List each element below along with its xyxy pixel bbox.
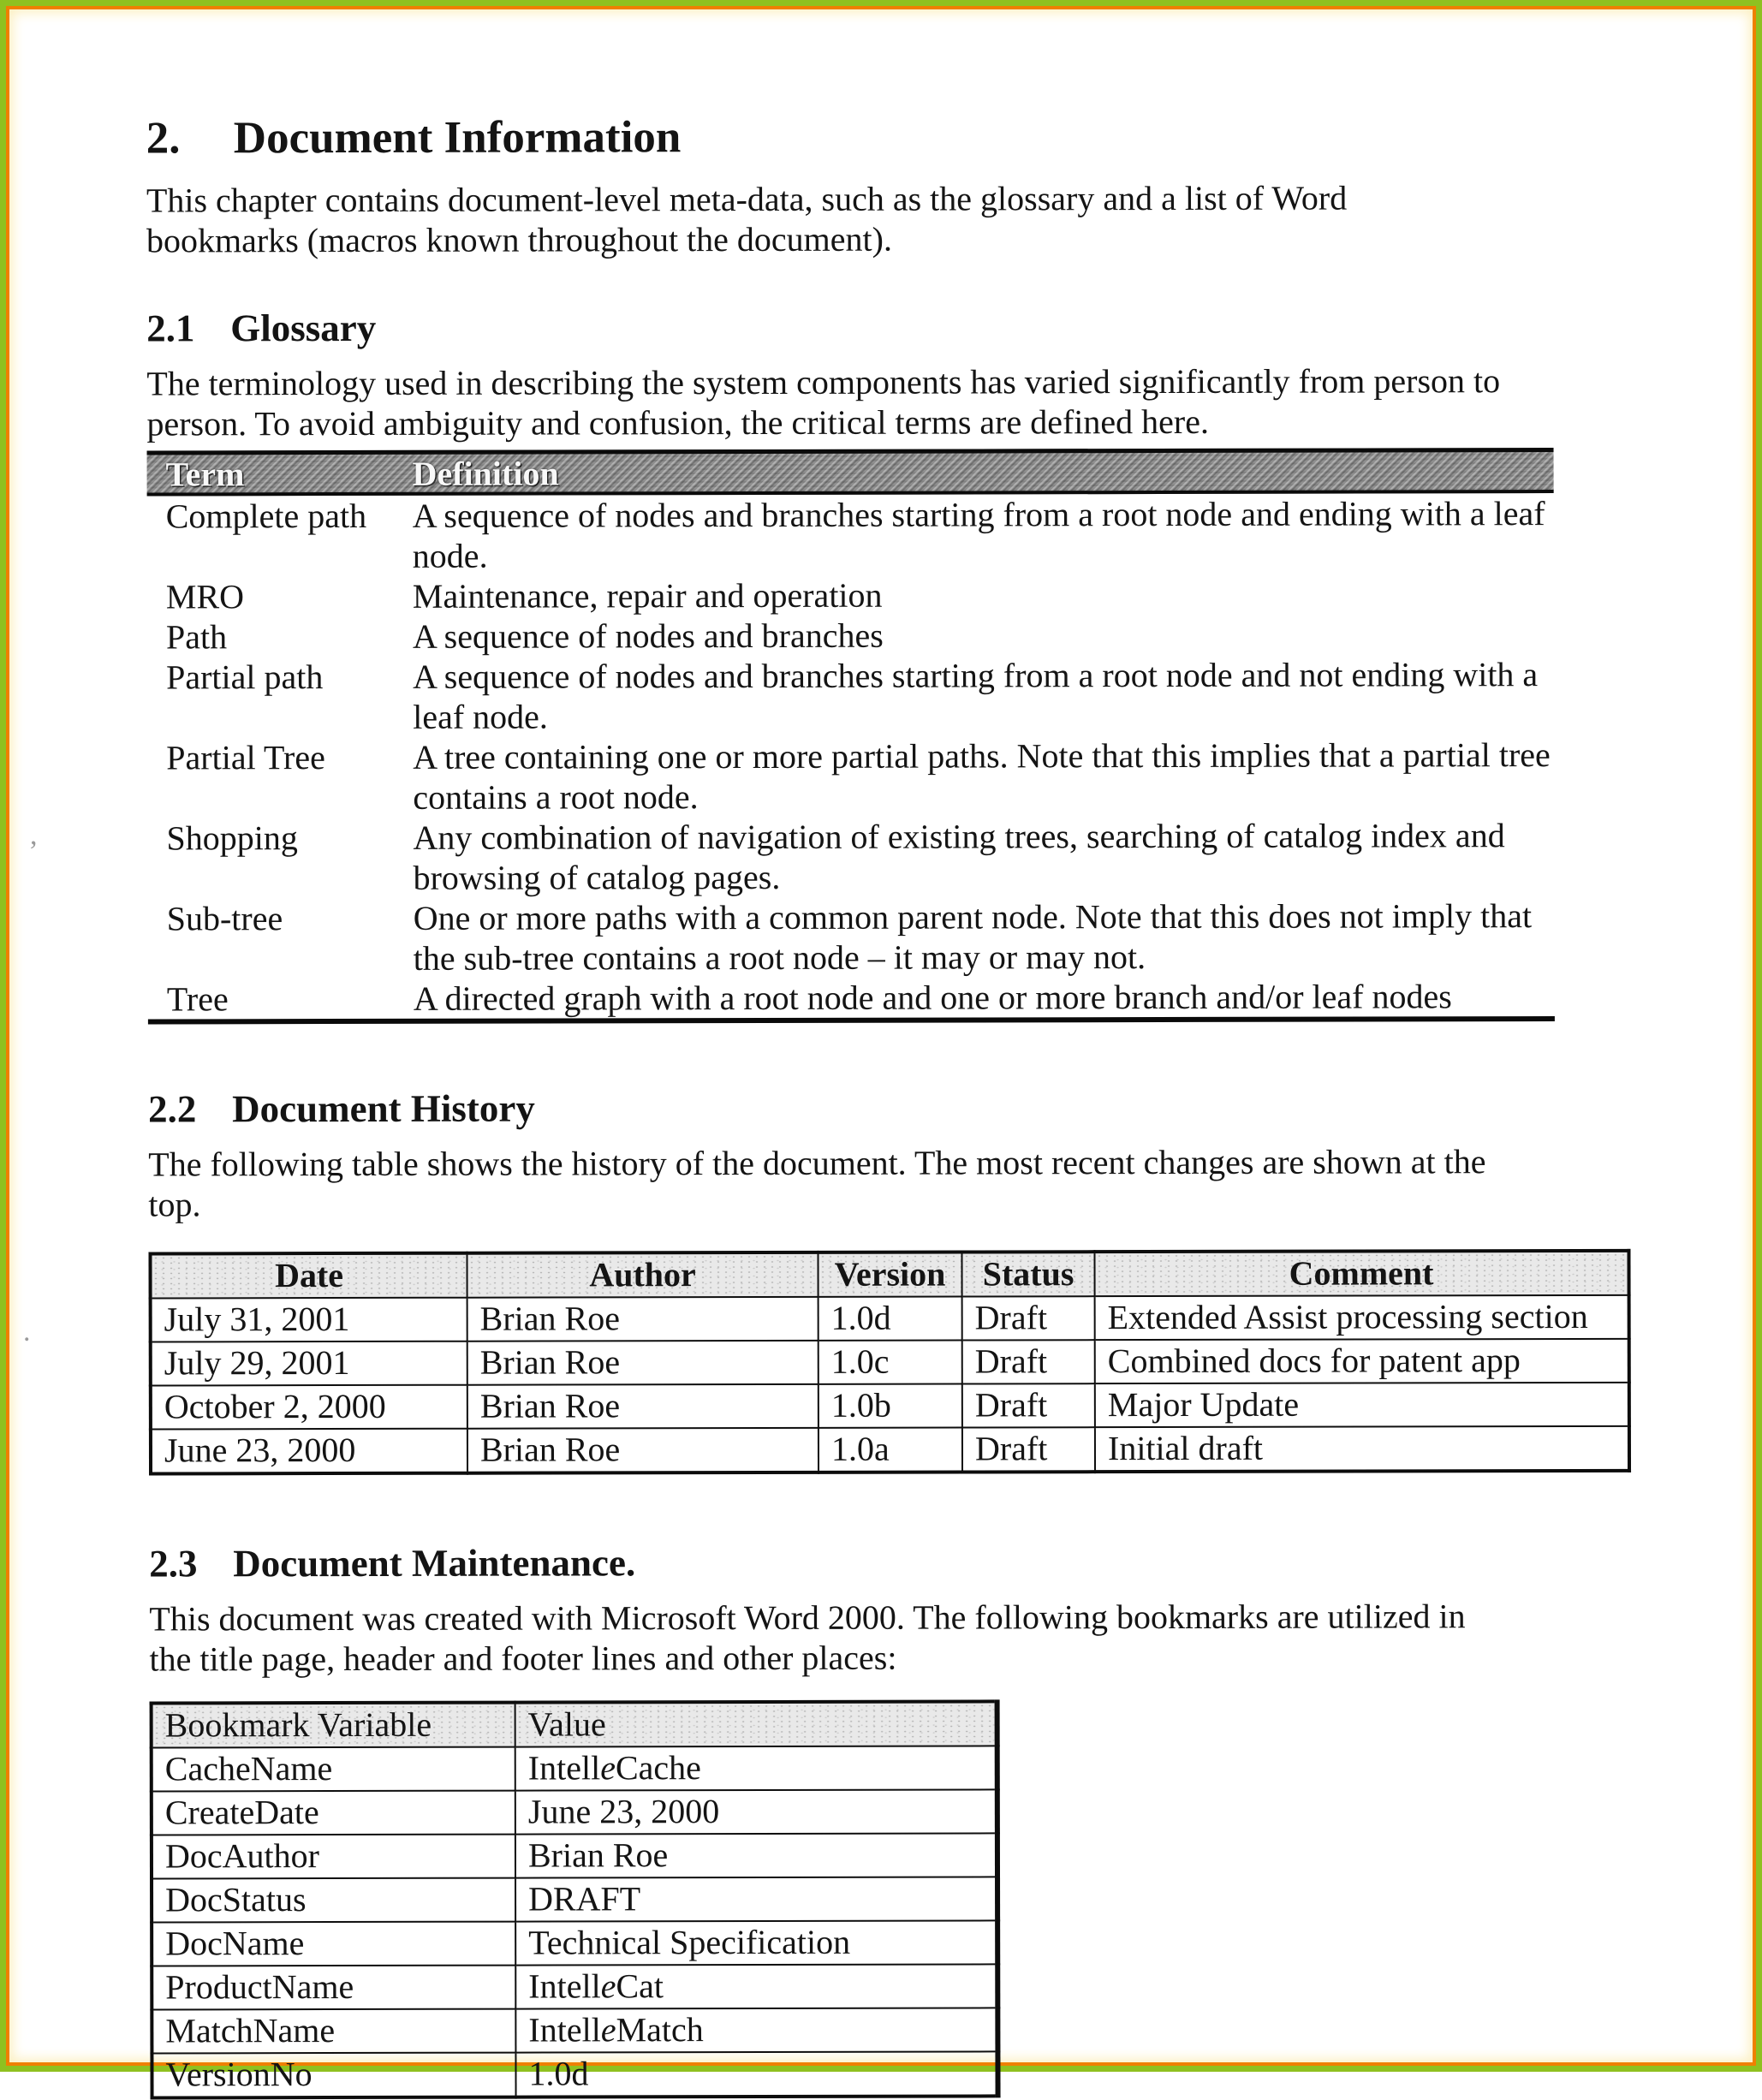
- version-cell: 1.0b: [818, 1383, 962, 1427]
- value-text: Technical Specification: [528, 1923, 850, 1962]
- chapter-title: Document Information: [234, 112, 682, 163]
- definition-cell: A sequence of nodes and branches: [413, 614, 1554, 657]
- value-text: Intell: [528, 1748, 601, 1787]
- scan-artifact: .: [23, 1318, 31, 1347]
- definition-header: Definition: [413, 451, 1554, 494]
- definition-cell: A sequence of nodes and branches starting from a root node and not ending with a leaf node.: [413, 654, 1554, 737]
- section-title: Document History: [232, 1087, 535, 1131]
- page-frame-inner: [6, 6, 1756, 2066]
- bookmark-row: [152, 1920, 997, 1966]
- bookmark-value-cell: [515, 2051, 997, 2097]
- history-row: [151, 1426, 1629, 1474]
- author-cell: Brian Roe: [467, 1384, 818, 1429]
- bookmark-value-cell: [515, 1833, 997, 1877]
- value-italic-e: e: [601, 2010, 616, 2049]
- value-text: Intell: [528, 2010, 601, 2049]
- term-header: Term: [147, 453, 413, 494]
- bookmark-table: [150, 1699, 1001, 2099]
- comment-header: Comment: [1094, 1251, 1628, 1296]
- history-intro: The following table shows the history of the document. The most recent changes are shown at the top.: [148, 1141, 1503, 1224]
- bookmark-variable-cell: CacheName: [152, 1747, 515, 1792]
- version-cell: 1.0a: [818, 1427, 962, 1472]
- bookmark-variable-cell: MatchName: [152, 2009, 515, 2054]
- bookmark-value-cell: [515, 1789, 997, 1834]
- definition-cell: Any combination of navigation of existing trees, searching of catalog index and browsing of catalog pages.: [413, 815, 1554, 898]
- author-header: Author: [467, 1252, 818, 1298]
- document-content: [7, 8, 1505, 2100]
- glossary-row: [147, 815, 1554, 898]
- history-row: [151, 1339, 1629, 1386]
- section-glossary-heading: [146, 304, 1502, 349]
- glossary-intro: The terminology used in describing the system components has varied significantly from person to person. To avoid ambiguity and confusion, the critical terms are defined here.: [146, 360, 1502, 443]
- term-cell: Shopping: [147, 818, 413, 899]
- version-header: Version: [818, 1252, 961, 1296]
- glossary-row: [147, 574, 1554, 616]
- glossary-row: [148, 895, 1555, 979]
- bookmark-row: [152, 1789, 997, 1835]
- date-cell: July 29, 2001: [151, 1342, 467, 1386]
- section-maintenance-heading: [149, 1539, 1504, 1585]
- bookmark-variable-cell: ProductName: [152, 1966, 515, 2010]
- comment-cell: Initial draft: [1095, 1426, 1629, 1472]
- scan-artifact: ,: [30, 821, 38, 850]
- maintenance-intro: This document was created with Microsoft Word 2000. The following bookmarks are utilized in the title page, header and footer lines and other places:: [149, 1596, 1504, 1679]
- chapter-heading: [146, 109, 1502, 164]
- value-text: Brian Roe: [528, 1835, 668, 1874]
- status-cell: Draft: [962, 1383, 1095, 1427]
- glossary-header-row: [147, 448, 1554, 496]
- section-title: Document Maintenance.: [233, 1541, 635, 1585]
- definition-cell: One or more paths with a common parent node. Note that this does not imply that the sub-tree contains a root node – it may or may not.: [414, 895, 1555, 979]
- bookmark-variable-cell: DocName: [152, 1922, 515, 1966]
- section-number: 2.3: [149, 1542, 207, 1585]
- history-row: [151, 1295, 1629, 1342]
- value-text: 1.0d: [528, 2054, 588, 2092]
- glossary-row: [147, 735, 1554, 818]
- bookmark-value-cell: [515, 1920, 997, 1965]
- bookmark-value-cell: [515, 1877, 997, 1921]
- definition-cell: A directed graph with a root node and one or more branch and/or leaf nodes: [414, 976, 1555, 1019]
- definition-cell: A tree containing one or more partial paths. Note that this implies that a partial tree contains a root node.: [413, 735, 1554, 818]
- status-header: Status: [961, 1252, 1094, 1296]
- history-header-row: [150, 1251, 1628, 1299]
- bookmark-row: [152, 1833, 997, 1878]
- version-cell: 1.0d: [818, 1296, 962, 1340]
- section-title: Glossary: [230, 306, 376, 349]
- glossary-row: [148, 976, 1555, 1019]
- value-header: Value: [515, 1701, 997, 1746]
- section-history-heading: [148, 1085, 1503, 1130]
- bookmark-value-cell: [515, 1964, 997, 2008]
- bookmark-row: [152, 2051, 997, 2097]
- bookmark-row: [152, 1746, 997, 1791]
- definition-cell: A sequence of nodes and branches starting from a root node and ending with a leaf node.: [413, 493, 1554, 576]
- chapter-intro: This chapter contains document-level meta-data, such as the glossary and a list of Word bookmarks (macros known throughout the document).: [146, 177, 1502, 260]
- status-cell: Draft: [962, 1340, 1095, 1383]
- value-italic-e: e: [600, 1748, 616, 1787]
- history-row: [151, 1383, 1629, 1430]
- date-cell: July 31, 2001: [151, 1298, 467, 1342]
- bookmark-value-cell: [515, 1746, 997, 1790]
- bookmark-variable-cell: VersionNo: [152, 2053, 515, 2098]
- author-cell: Brian Roe: [467, 1341, 818, 1385]
- bookmark-value-cell: [515, 2008, 997, 2052]
- glossary-table: [147, 448, 1555, 1024]
- term-cell: Sub-tree: [148, 898, 414, 979]
- bookmark-variable-cell: DocAuthor: [152, 1835, 515, 1879]
- term-cell: Partial path: [147, 657, 413, 738]
- status-cell: Draft: [962, 1427, 1095, 1472]
- glossary-row: [147, 614, 1554, 657]
- bookmark-row: [152, 1964, 997, 2009]
- chapter-number: 2.: [146, 111, 234, 164]
- status-cell: Draft: [962, 1296, 1095, 1340]
- date-cell: June 23, 2000: [151, 1429, 467, 1474]
- bookmark-variable-header: Bookmark Variable: [152, 1703, 515, 1748]
- glossary-row: [147, 654, 1554, 737]
- comment-cell: Extended Assist processing section: [1095, 1295, 1629, 1340]
- bookmark-variable-cell: DocStatus: [152, 1878, 515, 1923]
- term-cell: MRO: [147, 576, 413, 617]
- author-cell: Brian Roe: [467, 1297, 818, 1342]
- bookmark-row: [152, 1877, 997, 1922]
- value-text: Match: [616, 2010, 704, 2049]
- term-cell: Complete path: [147, 496, 413, 577]
- value-italic-e: e: [601, 1966, 616, 2005]
- value-text: Cat: [616, 1966, 664, 2005]
- bookmark-variable-cell: CreateDate: [152, 1791, 515, 1835]
- bookmark-row: [152, 2008, 997, 2053]
- comment-cell: Combined docs for patent app: [1095, 1339, 1629, 1383]
- value-text: Cache: [616, 1748, 701, 1787]
- comment-cell: Major Update: [1095, 1383, 1629, 1427]
- history-table: [148, 1249, 1631, 1476]
- definition-cell: Maintenance, repair and operation: [413, 574, 1554, 616]
- date-cell: October 2, 2000: [151, 1385, 467, 1430]
- value-text: Intell: [528, 1966, 601, 2005]
- value-text: DRAFT: [528, 1879, 640, 1918]
- scanned-document-page: [9, 9, 1753, 2062]
- section-number: 2.1: [146, 306, 205, 349]
- version-cell: 1.0c: [818, 1340, 962, 1383]
- date-header: Date: [150, 1253, 467, 1299]
- glossary-row: [147, 493, 1554, 576]
- term-cell: Tree: [148, 979, 414, 1020]
- bookmark-header-row: [152, 1701, 997, 1747]
- author-cell: Brian Roe: [467, 1428, 818, 1473]
- value-text: June 23, 2000: [528, 1792, 719, 1830]
- section-number: 2.2: [148, 1087, 206, 1130]
- term-cell: Partial Tree: [147, 737, 413, 818]
- term-cell: Path: [147, 616, 413, 657]
